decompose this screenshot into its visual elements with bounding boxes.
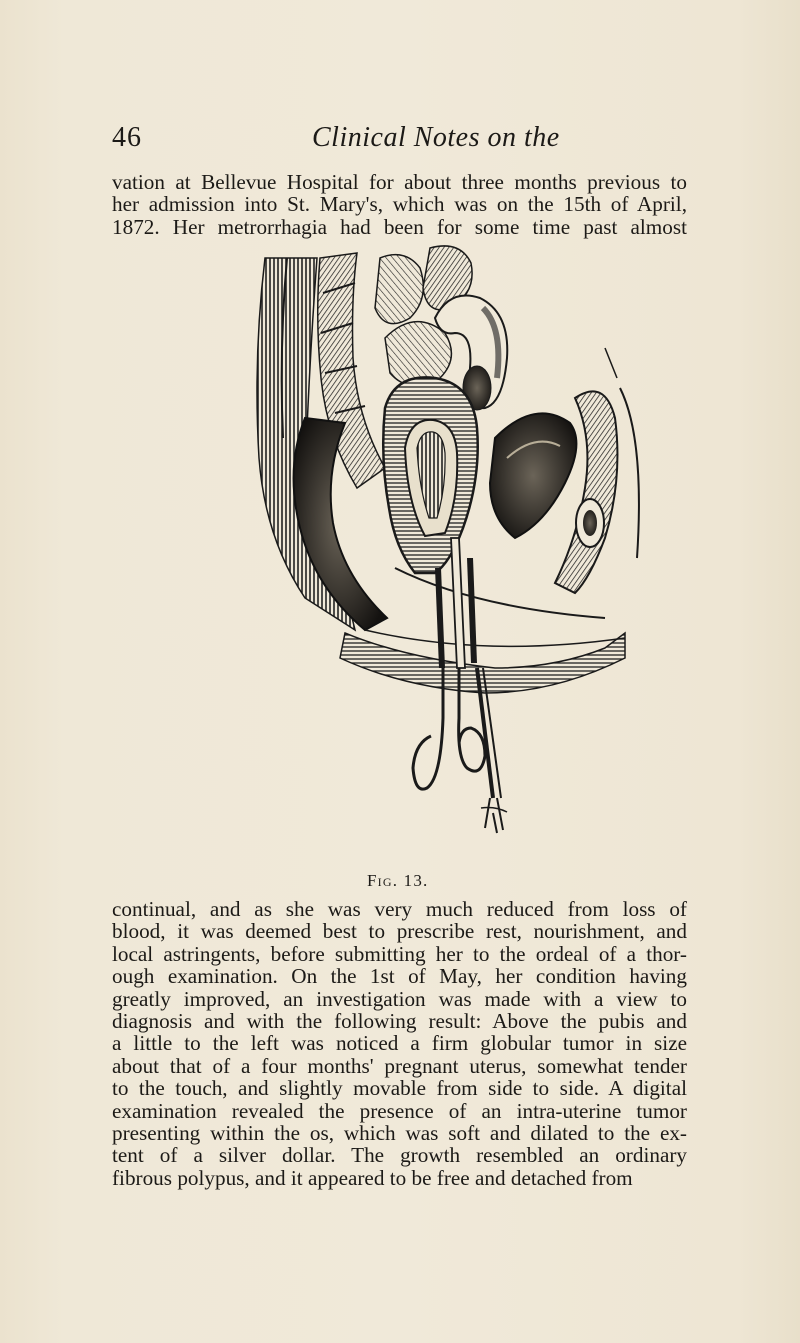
text-line: to the touch, and slightly movable from side to side. A digital [112, 1076, 687, 1101]
text-line: continual, and as she was very much reduced from loss of [112, 897, 687, 921]
running-title: Clinical Notes on the [312, 122, 560, 153]
text-line: examination revealed the presence of an intra-uterine tumor [112, 1098, 687, 1123]
text-line: greatly improved, an investigation was made with a view to [112, 986, 687, 1011]
paragraph-bottom [112, 898, 687, 1189]
text-line: a little to the left was noticed a firm globular tumor in size [112, 1031, 687, 1056]
page-number: 46 [112, 122, 142, 153]
text-line: fibrous polypus, and it appeared to be free and detached from [112, 1165, 633, 1190]
text-line: vation at Bellevue Hospital for about three months previous to [112, 170, 687, 194]
text-line: 1872. Her metrorrhagia had been for some time past almost [112, 214, 687, 239]
text-line: blood, it was deemed best to prescribe rest, nourishment, and [112, 919, 687, 944]
text-line: her admission into St. Mary's, which was on the 15th of April, [112, 192, 687, 217]
figure-caption: Fig. 13. [367, 871, 429, 890]
text-line: presenting within the os, which was soft and dilated to the ex- [112, 1121, 687, 1146]
paragraph-top [112, 171, 687, 238]
running-head [112, 122, 672, 156]
text-line: ough examination. On the 1st of May, her condition having [112, 964, 687, 989]
text-line: about that of a four months' pregnant uterus, somewhat tender [112, 1053, 687, 1078]
text-line: diagnosis and with the following result: Above the pubis and [112, 1009, 687, 1034]
text-line: tent of a silver dollar. The growth resembled an ordinary [112, 1143, 687, 1168]
anatomical-section-illustration [245, 238, 665, 863]
text-line: local astringents, before submitting her to the ordeal of a thor- [112, 941, 687, 966]
figure-anatomical-section [245, 238, 665, 863]
